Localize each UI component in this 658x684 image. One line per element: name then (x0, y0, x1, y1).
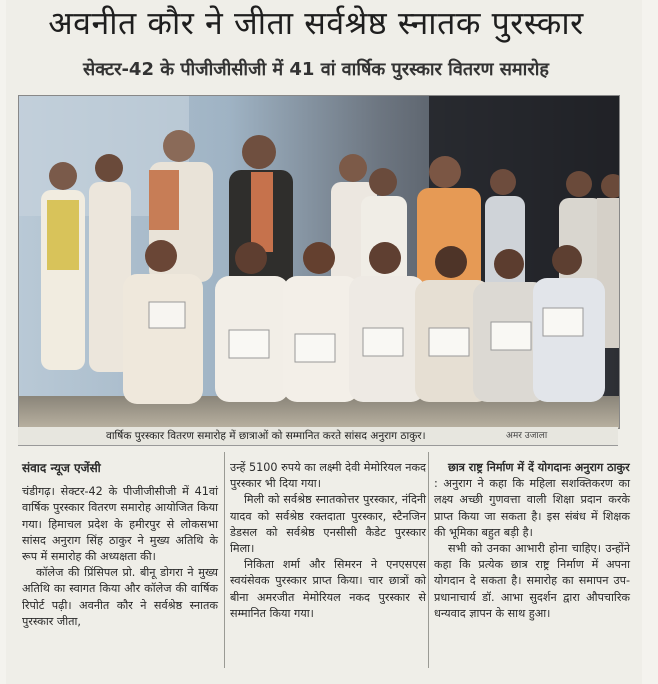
paragraph: निकिता शर्मा और सिमरन ने एनएसएस स्वयंसेवक पुरस्कार प्राप्त किया। चार छात्रों को बीना अमरजीत मेमोरियल नकद पुरस्कार से सम्मानित किया गया। (230, 558, 426, 620)
section-subheading: छात्र राष्ट्र निर्माण में दें योगदानः अनुराग ठाकुर (448, 461, 630, 474)
paragraph: चंडीगढ़। सेक्टर-42 के पीजीजीसीजी में 41वां वार्षिक पुरस्कार वितरण समारोह आयोजित किया गया। हिमाचल प्रदेश के हमीरपुर से लोकसभा सांसद अनुराग सिंह ठाकुर ने मुख्य अतिथि के रूप में समारोह की अध्यक्षता की। (22, 485, 218, 564)
column-divider (224, 452, 225, 668)
photo-caption: वार्षिक पुरस्कार वितरण समारोह में छात्राओं को सम्मानित करते सांसद अनुराग ठाकुर। (106, 430, 426, 442)
headline: अवनीत कौर ने जीता सर्वश्रेष्ठ स्नातक पुरस्कार (48, 4, 584, 42)
paragraph: कॉलेज की प्रिंसिपल प्रो. बीनू डोगरा ने मुख्य अतिथि का स्वागत किया और कॉलेज की वार्षिक रिपोर्ट पढ़ी। अवनीत कौर ने सर्वश्रेष्ठ स्नातक पुरस्कार जीता, (22, 566, 218, 628)
photo-credit: अमर उजाला (506, 431, 548, 441)
news-photo (18, 95, 620, 429)
photo-caption-bar (18, 427, 618, 446)
article-column-3 (434, 460, 630, 622)
article-column-2 (230, 460, 426, 622)
subheadline: सेक्टर-42 के पीजीजीसीजी में 41 वां वार्षिक पुरस्कार वितरण समारोह (83, 59, 549, 80)
column-divider (428, 452, 429, 668)
paragraph: मिली को सर्वश्रेष्ठ स्नातकोत्तर पुरस्कार, नंदिनी यादव को सर्वश्रेष्ठ रक्तदाता पुरस्कार, स्टैनजिन डेडसल को सर्वश्रेष्ठ एनसीसी कैडेट पुरस्कार मिला। (230, 493, 426, 556)
paragraph: उन्हें 5100 रुपये का लक्ष्मी देवी मेमोरियल नकद पुरस्कार भी दिया गया। (230, 461, 426, 491)
article-column-1 (22, 460, 218, 630)
byline: संवाद न्यूज एजेंसी (22, 461, 101, 475)
paragraph: : अनुराग ने कहा कि महिला सशक्तिकरण का लक्ष्य अच्छी गुणवत्ता वाली शिक्षा प्रदान करके प्राप्त किया जा सकता है। इस संबंध में शिक्षक की भूमिका बहुत बड़ी है। (434, 477, 630, 539)
newspaper-clipping (6, 0, 642, 684)
paragraph: सभी को उनका आभारी होना चाहिए। उन्होंने कहा कि प्रत्येक छात्र राष्ट्र निर्माण में अपना योगदान दे सकता है। समारोह का समापन उप-प्रधानाचार्य डॉ. आभा सुदर्शन द्वारा औपचारिक धन्यवाद ज्ञापन के साथ हुआ। (434, 542, 630, 620)
